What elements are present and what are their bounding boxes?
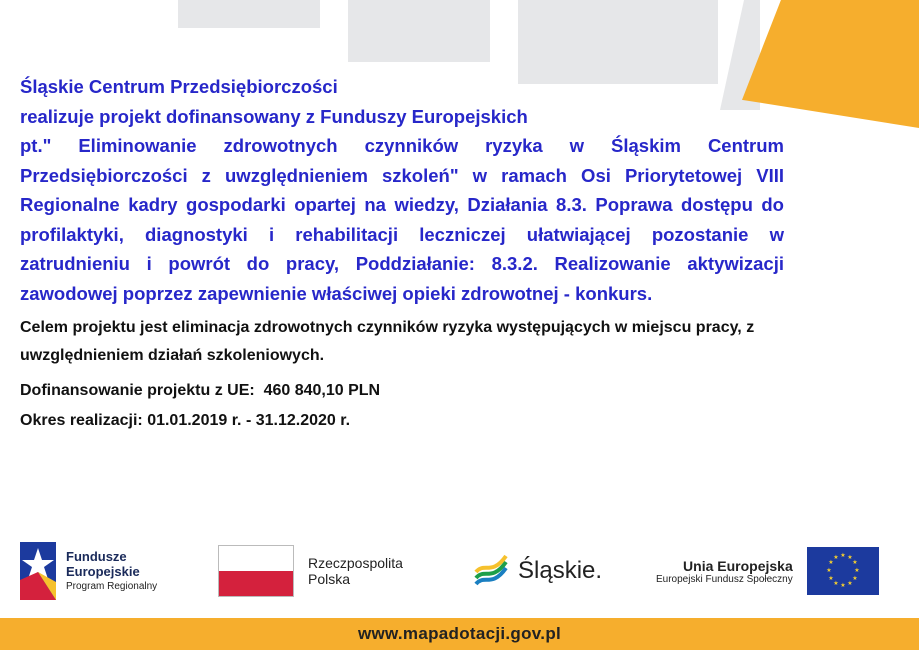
fe-line-2: Europejskie (66, 563, 140, 579)
decorative-bar (178, 0, 320, 28)
heading-paragraph: pt." Eliminowanie zdrowotnych czynników ryzyka w Śląskim Centrum Przedsiębiorczości z uwzględnieniem szkoleń" w ramach Osi Priorytetowej VIII Regionalne kadry gospodarki opartej na wiedzy, Działania 8.3. Poprawa dostępu do profilaktyki, diagnostyki i rehabilitacji leczniczej ułatwiającej pozostanie w zatrudnieniu i powrót do pracy, Poddziałanie: 8.3.2. Realizowanie aktywizacji zawodowej poprzez zapewnienie właściwej opieki zdrowotnej - konkurs. (20, 135, 784, 304)
fe-line-1: Fundusze (66, 548, 127, 564)
ue-line-2: Europejski Fundusz Społeczny (656, 573, 793, 585)
slaskie-waves-icon (472, 552, 510, 590)
svg-text:★: ★ (847, 554, 853, 561)
svg-text:★: ★ (840, 582, 846, 589)
funding-row (20, 382, 784, 400)
footer-url[interactable]: www.mapadotacji.gov.pl (357, 624, 562, 643)
rp-line-1: Rzeczpospolita (308, 555, 403, 571)
svg-text:★: ★ (852, 575, 858, 582)
svg-text:★: ★ (828, 575, 834, 582)
svg-text:★: ★ (847, 580, 853, 587)
logo-slaskie (472, 536, 602, 606)
project-goal: Celem projektu jest eliminacja zdrowotnych czynników ryzyka występujących w miejscu pracy, z uwzględnieniem działań szkoleniowych. (20, 319, 755, 364)
fundusze-europejskie-star-icon (20, 542, 56, 600)
funding-label: Dofinansowanie projektu z UE: (20, 382, 255, 399)
ue-line-1: Unia Europejska (683, 557, 793, 574)
polish-flag-icon (218, 545, 294, 597)
decorative-bar (348, 0, 490, 62)
heading-line-1: Śląskie Centrum Przedsiębiorczości (20, 76, 338, 97)
fe-line-3: Program Regionalny (66, 580, 158, 592)
svg-text:★: ★ (852, 559, 858, 566)
logo-strip (0, 536, 919, 606)
period-row (20, 412, 784, 430)
period-end: 31.12.2020 r. (255, 412, 351, 429)
svg-text:★: ★ (854, 567, 860, 574)
logo-rzeczpospolita-polska (218, 536, 403, 606)
heading-line-2: realizuje projekt dofinansowany z Funduszy Europejskich (20, 105, 528, 127)
svg-text:★: ★ (833, 554, 839, 561)
funding-amount: 460 840,10 PLN (263, 382, 381, 399)
svg-text:★: ★ (840, 552, 846, 559)
slaskie-name: Śląskie. (518, 557, 603, 584)
svg-text:★: ★ (828, 559, 834, 566)
rp-line-2: Polska (308, 571, 351, 587)
content (20, 72, 784, 430)
svg-text:★: ★ (833, 580, 839, 587)
footer (0, 618, 919, 650)
eu-flag-icon (807, 547, 879, 595)
logo-unia-europejska (656, 536, 879, 606)
period-label: Okres realizacji: 01.01.2019 r. - (20, 412, 252, 429)
svg-text:★: ★ (826, 567, 832, 574)
logo-fundusze-europejskie (20, 536, 157, 606)
